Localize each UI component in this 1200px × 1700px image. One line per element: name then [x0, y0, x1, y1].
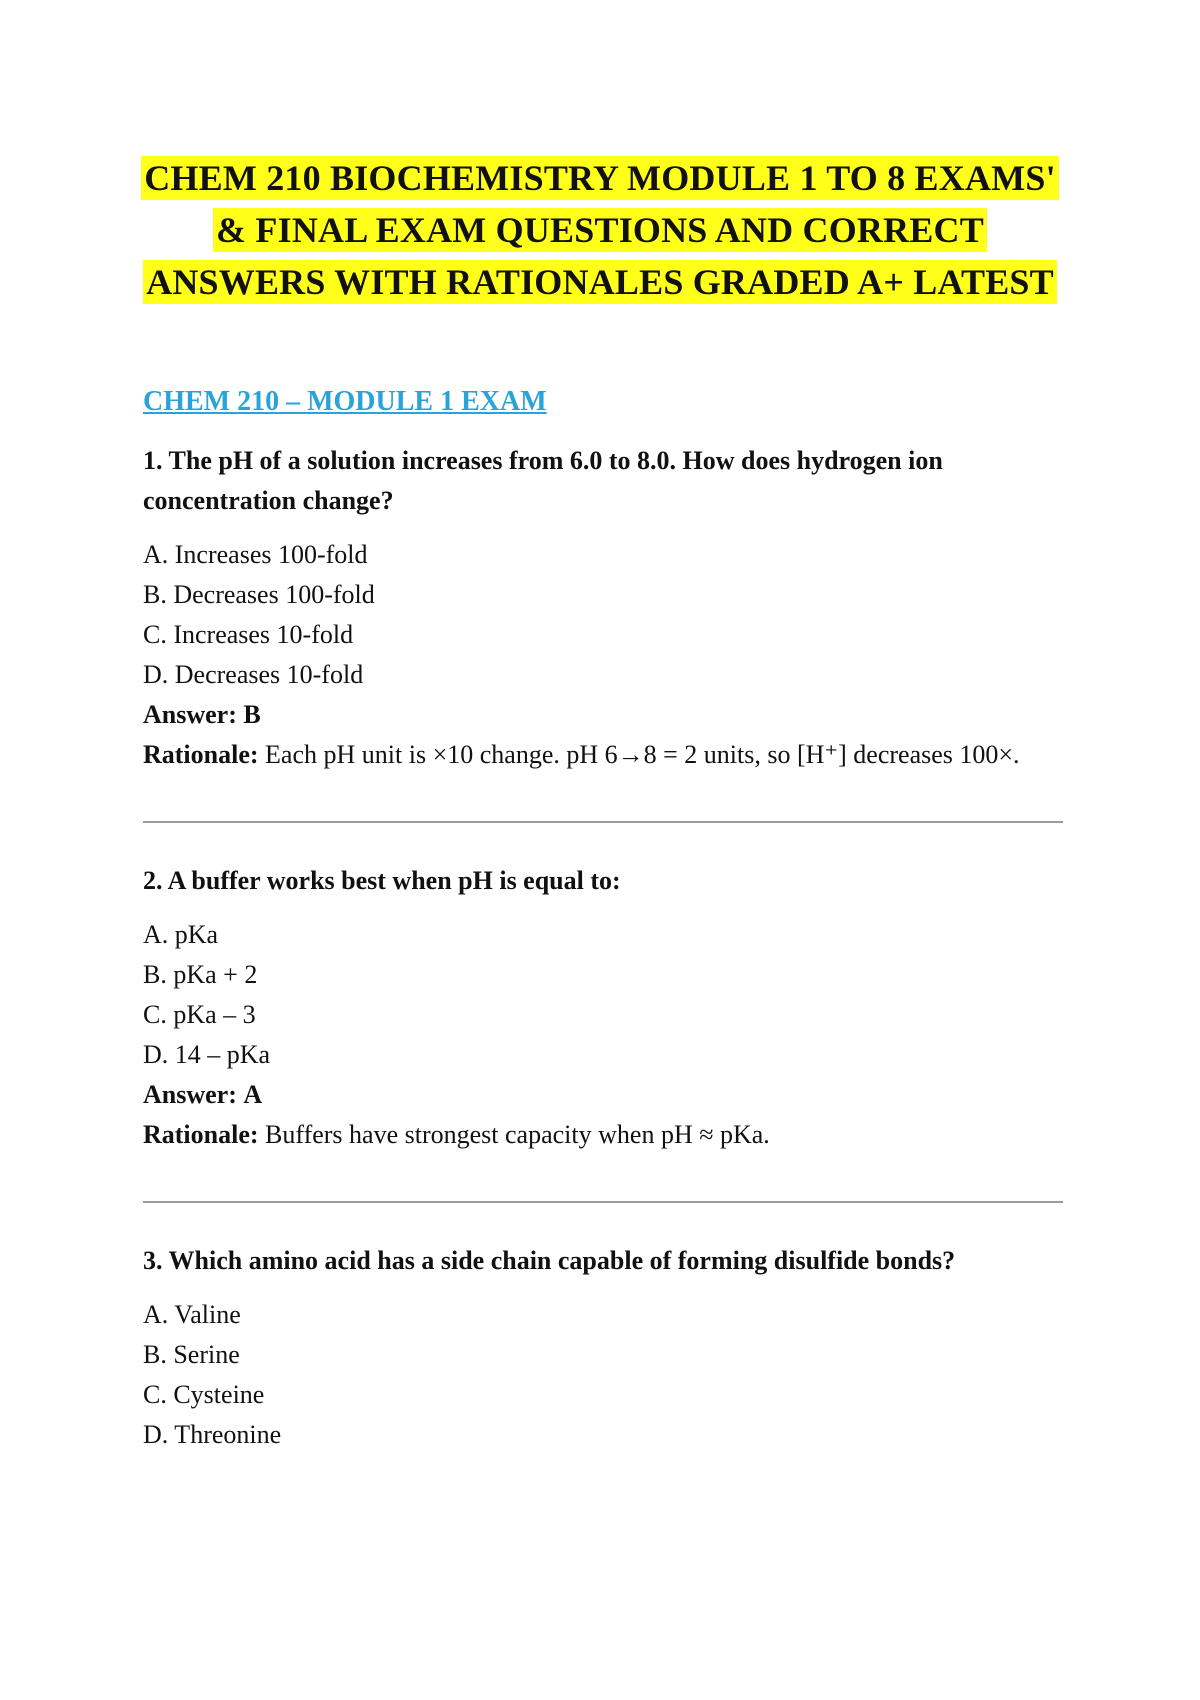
rationale-label: Rationale: — [143, 740, 259, 769]
option-b: B. pKa + 2 — [143, 960, 258, 989]
title-line-2: & FINAL EXAM QUESTIONS AND CORRECT — [213, 208, 987, 252]
option-c: C. Cysteine — [143, 1380, 265, 1409]
answer-value: A — [243, 1080, 263, 1109]
rationale-line — [143, 735, 1063, 775]
rationale-text: Buffers have strongest capacity when pH ≈ pKa. — [265, 1120, 770, 1149]
question-divider — [143, 821, 1063, 823]
option-a: A. pKa — [143, 920, 219, 949]
document-title — [100, 152, 1100, 308]
options-list — [143, 535, 1063, 695]
option-a: A. Increases 100-fold — [143, 540, 368, 569]
option-b: B. Serine — [143, 1340, 240, 1369]
title-line-1: CHEM 210 BIOCHEMISTRY MODULE 1 TO 8 EXAMS' — [141, 156, 1059, 200]
section-heading-link[interactable]: CHEM 210 – MODULE 1 EXAM — [143, 386, 547, 417]
option-d: D. Threonine — [143, 1420, 282, 1449]
option-c: C. pKa – 3 — [143, 1000, 256, 1029]
question-prompt: 1. The pH of a solution increases from 6.0 to 8.0. How does hydrogen ion concentration change? — [143, 446, 943, 515]
option-d: D. Decreases 10-fold — [143, 660, 364, 689]
options-list — [143, 1295, 1063, 1455]
option-c: C. Increases 10-fold — [143, 620, 354, 649]
answer-label: Answer: — [143, 700, 237, 729]
question-block — [143, 1241, 1063, 1455]
option-a: A. Valine — [143, 1300, 241, 1329]
answer-line — [143, 1075, 1063, 1115]
answer-value: B — [243, 700, 261, 729]
options-list — [143, 915, 1063, 1075]
option-b: B. Decreases 100-fold — [143, 580, 375, 609]
question-divider — [143, 1201, 1063, 1203]
title-line-3: ANSWERS WITH RATIONALES GRADED A+ LATEST — [143, 260, 1057, 304]
question-prompt: 2. A buffer works best when pH is equal to: — [143, 866, 621, 895]
option-d: D. 14 – pKa — [143, 1040, 271, 1069]
question-block — [143, 861, 1063, 1155]
question-prompt: 3. Which amino acid has a side chain capable of forming disulfide bonds? — [143, 1246, 956, 1275]
question-block — [143, 441, 1063, 775]
answer-line — [143, 695, 1063, 735]
exam-content — [143, 385, 1063, 1455]
answer-label: Answer: — [143, 1080, 237, 1109]
rationale-line — [143, 1115, 1063, 1155]
rationale-label: Rationale: — [143, 1120, 259, 1149]
rationale-text: Each pH unit is ×10 change. pH 6→8 = 2 units, so [H⁺] decreases 100×. — [265, 740, 1020, 769]
